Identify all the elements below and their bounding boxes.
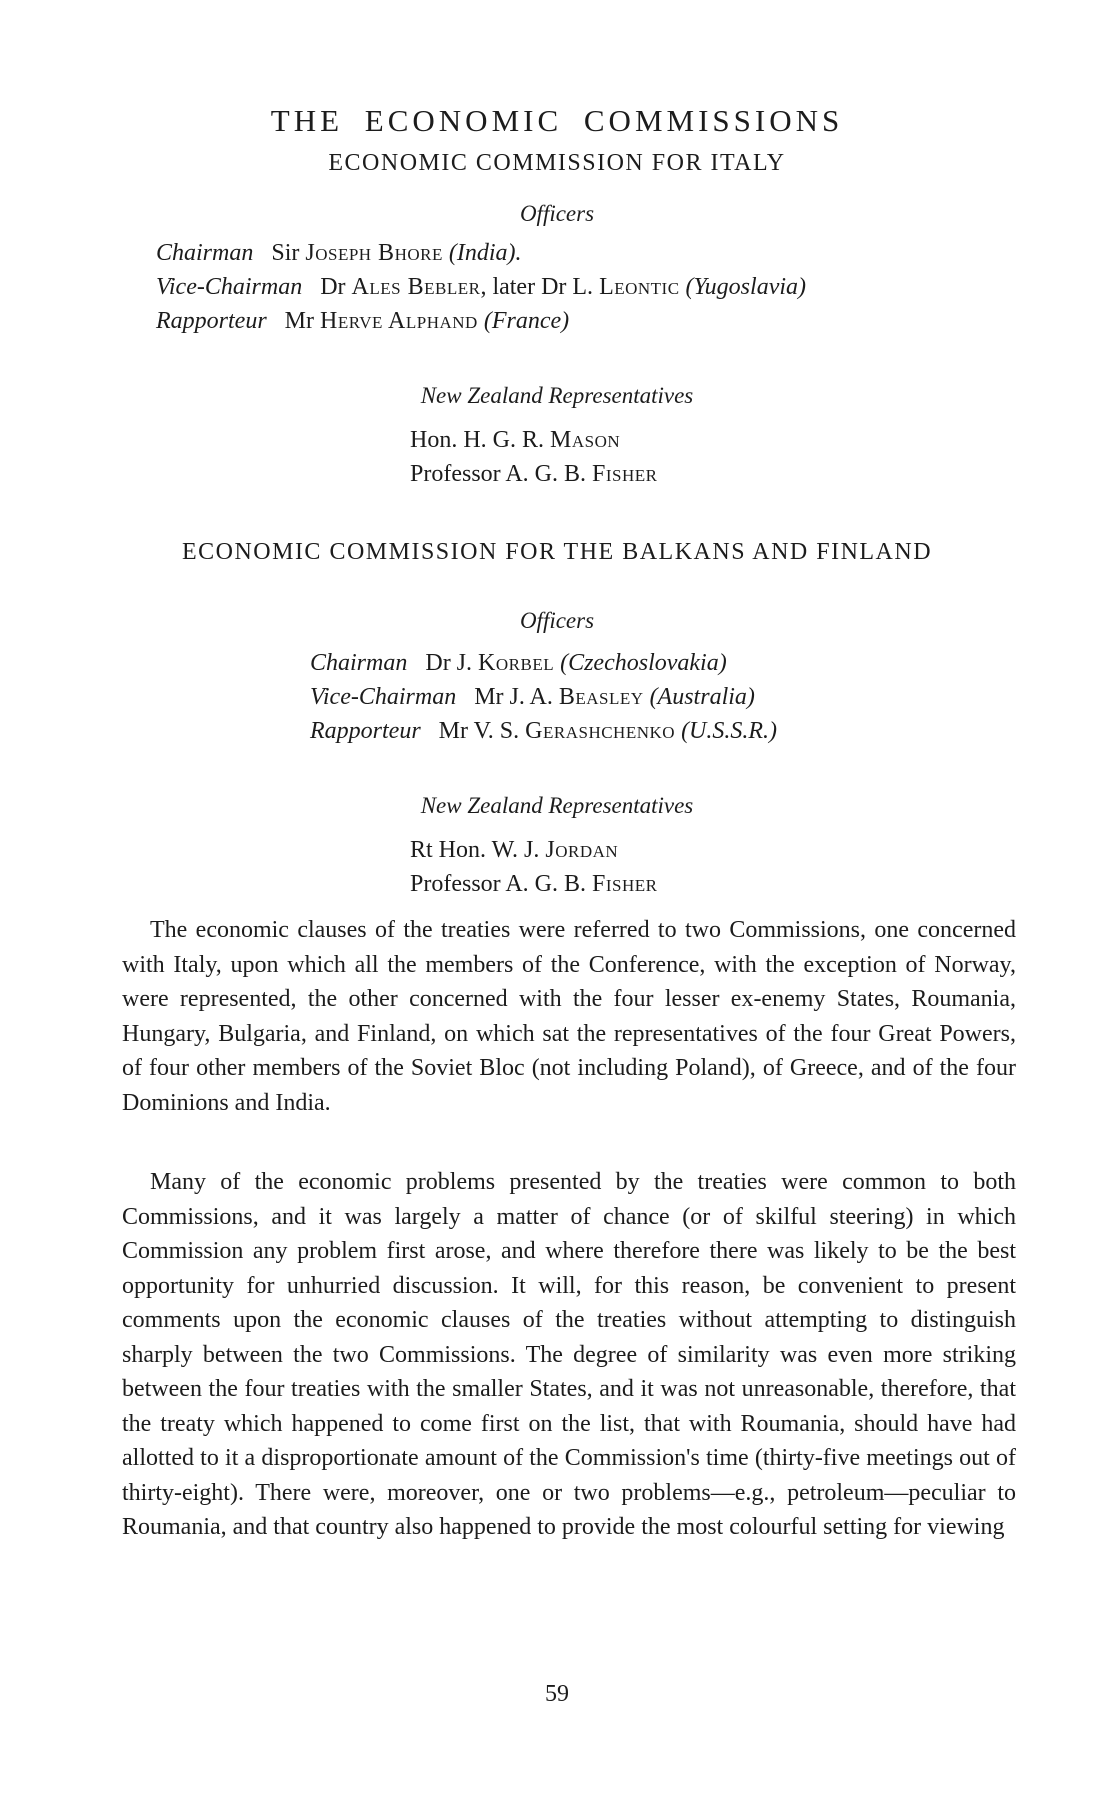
rep-surname: Mason (550, 427, 621, 453)
officer-name-later: Leontic (599, 274, 680, 300)
rep-surname: Fisher (592, 461, 658, 487)
officer-name: Korbel (478, 650, 555, 676)
italy-officers-label: Officers (519, 201, 595, 226)
balkans-rapporteur-line (310, 714, 777, 748)
rep-prefix: Hon. H. G. R. (410, 427, 545, 453)
officer-prefix: Dr J. (425, 650, 473, 676)
officer-country: (France) (483, 308, 570, 334)
officer-country: (U.S.S.R.) (681, 718, 778, 744)
rep-prefix: Professor A. G. B. (410, 461, 587, 487)
officer-prefix: Mr (284, 308, 315, 334)
officer-role: Rapporteur (156, 308, 267, 334)
italy-chairman-line (156, 236, 806, 270)
officer-prefix: Sir (271, 240, 300, 266)
balkans-officers-label: Officers (519, 608, 595, 633)
nz-representative (410, 457, 657, 491)
italy-officers-list (156, 236, 806, 338)
balkans-nz-representatives-list (410, 833, 657, 901)
italy-vice-chairman-line (156, 270, 806, 304)
rep-prefix: Rt Hon. W. J. (410, 837, 540, 863)
officer-role: Chairman (310, 650, 408, 676)
italy-nz-representatives-list (410, 423, 657, 491)
officer-name: Herve Alphand (320, 308, 478, 334)
officer-prefix: Dr (320, 274, 346, 300)
nz-representative (410, 423, 657, 457)
officer-country: (Yugoslavia) (685, 274, 807, 300)
officer-role: Vice-Chairman (310, 684, 457, 710)
balkans-commission-heading: ECONOMIC COMMISSION FOR THE BALKANS AND FINLAND (181, 539, 933, 565)
nz-representative (410, 867, 657, 901)
officer-name: Joseph Bhore (305, 240, 443, 266)
officer-name: Ales Bebler (351, 274, 481, 300)
page-number: 59 (545, 1681, 569, 1707)
italy-commission-heading: ECONOMIC COMMISSION FOR ITALY (328, 150, 786, 176)
nz-representative (410, 833, 657, 867)
officer-prefix: Mr V. S. (438, 718, 520, 744)
officer-role: Vice-Chairman (156, 274, 303, 300)
italy-nz-representatives-label: New Zealand Representatives (420, 383, 694, 408)
officer-name: Gerashchenko (525, 718, 676, 744)
officer-country: (Australia) (649, 684, 755, 710)
balkans-vice-chairman-line (310, 680, 777, 714)
balkans-nz-representatives-label: New Zealand Representatives (420, 793, 694, 818)
page-title: THE ECONOMIC COMMISSIONS (270, 103, 844, 138)
balkans-officers-list (310, 646, 777, 748)
rep-surname: Fisher (592, 871, 658, 897)
balkans-chairman-line (310, 646, 777, 680)
officer-role: Chairman (156, 240, 254, 266)
officer-connector: , later Dr L. (480, 274, 594, 300)
rep-prefix: Professor A. G. B. (410, 871, 587, 897)
officer-role: Rapporteur (310, 718, 421, 744)
officer-prefix: Mr J. A. (474, 684, 553, 710)
body-paragraph-2: Many of the economic problems presented by the treaties were common to both Commissions, and it was largely a matter of chance (or of skilful steering) in which Commission any problem first arose, and where therefore there was likely to be the best opportunity for unhurried discussion. It will, for this reason, be convenient to present comments upon the economic clauses of the treaties without attempting to distinguish sharply between the two Commissions. The degree of similarity was even more striking between the four treaties with the smaller States, and it was not unreasonable, therefore, that the treaty which happened to come first on the list, that with Roumania, should have had allotted to it a disproportionate amount of the Commission's time (thirty-five meetings out of thirty-eight). There were, moreover, one or two problems—e.g., petroleum—peculiar to Roumania, and that country also happened to provide the most colourful setting for viewing (122, 1169, 1016, 1540)
officer-country: (India). (448, 240, 522, 266)
rep-surname: Jordan (545, 837, 619, 863)
officer-country: (Czechoslovakia) (560, 650, 727, 676)
italy-rapporteur-line (156, 304, 806, 338)
officer-name: Beasley (558, 684, 644, 710)
body-paragraph-1: The economic clauses of the treaties were referred to two Commissions, one concerned with Italy, upon which all the members of the Conference, with the exception of Norway, were represented, the other concerned with the four lesser ex-enemy States, Roumania, Hungary, Bulgaria, and Finland, on which sat the representatives of the four Great Powers, of four other members of the Soviet Bloc (not including Poland), of Greece, and of the four Dominions and India. (122, 917, 1016, 1116)
